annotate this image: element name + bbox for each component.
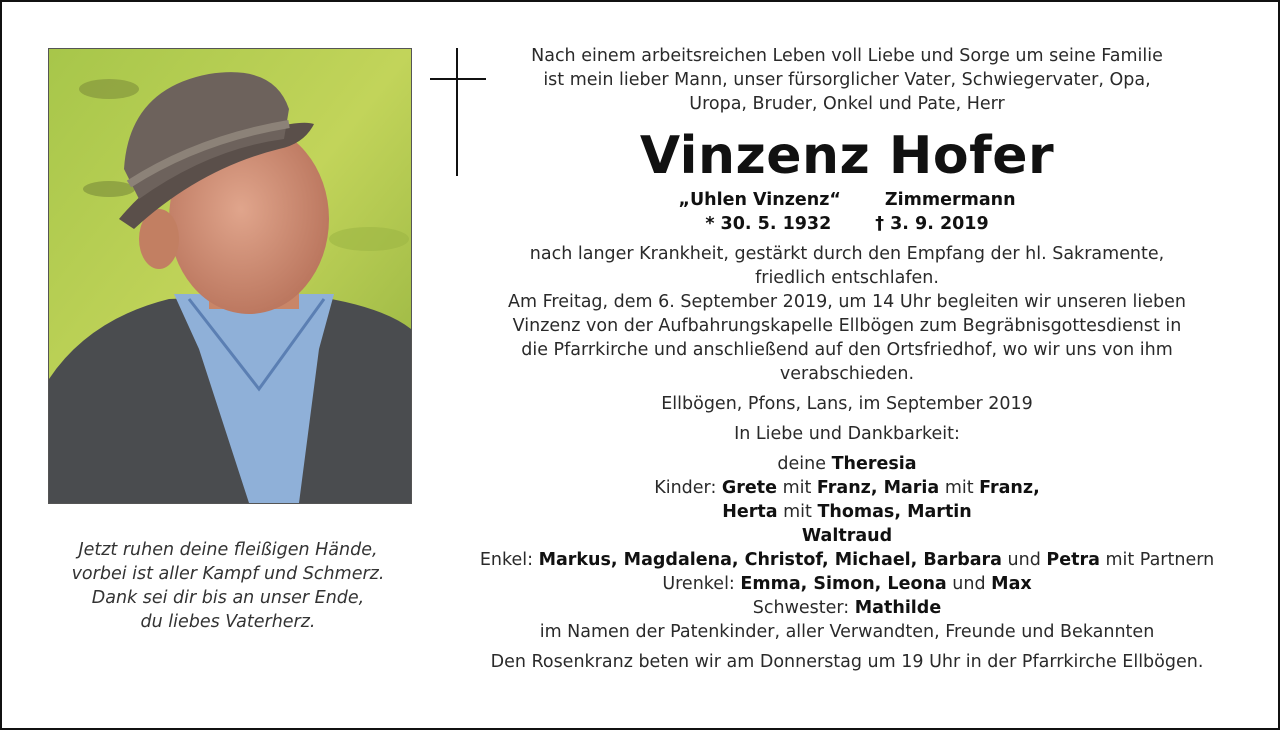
child-name: Herta	[722, 502, 778, 522]
grandchildren-names: Markus, Magdalena, Christof, Michael, Barbara	[538, 550, 1002, 570]
intro-line: Uropa, Bruder, Onkel und Pate, Herr	[689, 94, 1005, 114]
great-grandchild-name: Max	[991, 574, 1032, 594]
grandchildren-label: Enkel:	[479, 550, 539, 570]
child-name: Grete	[721, 478, 778, 498]
funeral-line: Vinzenz von der Aufbahrungskapelle Ellbögen zum Begräbnisgottesdienst in	[512, 316, 1182, 336]
great-grandchildren-label: Urenkel:	[662, 574, 741, 594]
children-label: Kinder:	[654, 478, 722, 498]
intro-line: Nach einem arbeitsreichen Leben voll Liebe und Sorge um seine Familie	[531, 46, 1163, 66]
children-line	[457, 500, 1237, 524]
connector-text: mit	[939, 478, 980, 498]
funeral-line: die Pfarrkirche und anschließend auf den Ortsfriedhof, wo wir uns von ihm	[521, 340, 1173, 360]
birth-date: * 30. 5. 1932	[705, 214, 832, 234]
great-grandchildren-line	[457, 572, 1237, 596]
passing-line: friedlich entschlafen.	[755, 268, 939, 288]
connector-text: mit Partnern	[1099, 550, 1215, 570]
poem-line: Dank sei dir bis an unser Ende,	[91, 588, 365, 608]
gratitude-line: In Liebe und Dankbarkeit:	[734, 424, 960, 444]
dates-row	[457, 212, 1237, 236]
death-date: † 3. 9. 2019	[875, 214, 989, 234]
passing-line: nach langer Krankheit, gestärkt durch den Empfang der hl. Sakramente,	[529, 244, 1165, 264]
great-grandchildren-names: Emma, Simon, Leona	[740, 574, 947, 594]
rosary-line: Den Rosenkranz beten wir am Donnerstag um 19 Uhr in der Pfarrkirche Ellbögen.	[490, 652, 1204, 672]
wife-line	[457, 452, 1237, 476]
grandchildren-line	[457, 548, 1237, 572]
deceased-name: Vinzenz Hofer	[639, 126, 1055, 186]
child-name: Waltraud	[801, 526, 893, 546]
partner-name: Franz,	[979, 478, 1040, 498]
connector-text: und	[1001, 550, 1047, 570]
portrait-photo	[48, 48, 412, 504]
memorial-poem	[42, 538, 414, 634]
sister-line	[457, 596, 1237, 620]
grandchild-name: Petra	[1046, 550, 1100, 570]
connector-text: mit	[777, 478, 817, 498]
place-date: Ellbögen, Pfons, Lans, im September 2019	[661, 394, 1033, 414]
nickname: „Uhlen Vinzenz“	[678, 190, 841, 210]
child-name: Franz, Maria	[816, 478, 940, 498]
obituary-text	[457, 44, 1237, 674]
sister-name: Mathilde	[854, 598, 942, 618]
profession: Zimmermann	[884, 190, 1016, 210]
poem-line: vorbei ist aller Kampf und Schmerz.	[71, 564, 385, 584]
nickname-profession-row	[457, 188, 1237, 212]
funeral-line: Am Freitag, dem 6. September 2019, um 14 Uhr begleiten wir unseren lieben	[508, 292, 1186, 312]
poem-line: Jetzt ruhen deine fleißigen Hände,	[78, 540, 378, 560]
children-line	[457, 524, 1237, 548]
connector-text: mit	[777, 502, 818, 522]
intro-line: ist mein lieber Mann, unser fürsorglicher Vater, Schwiegervater, Opa,	[543, 70, 1151, 90]
children-line	[457, 476, 1237, 500]
wife-prefix: deine	[777, 454, 832, 474]
sister-label: Schwester:	[752, 598, 855, 618]
child-name: Thomas, Martin	[817, 502, 972, 522]
poem-line: du liebes Vaterherz.	[140, 612, 316, 632]
funeral-line: verabschieden.	[779, 364, 915, 384]
wife-name: Theresia	[831, 454, 917, 474]
connector-text: und	[946, 574, 992, 594]
others-line: im Namen der Patenkinder, aller Verwandten, Freunde und Bekannten	[539, 622, 1155, 642]
